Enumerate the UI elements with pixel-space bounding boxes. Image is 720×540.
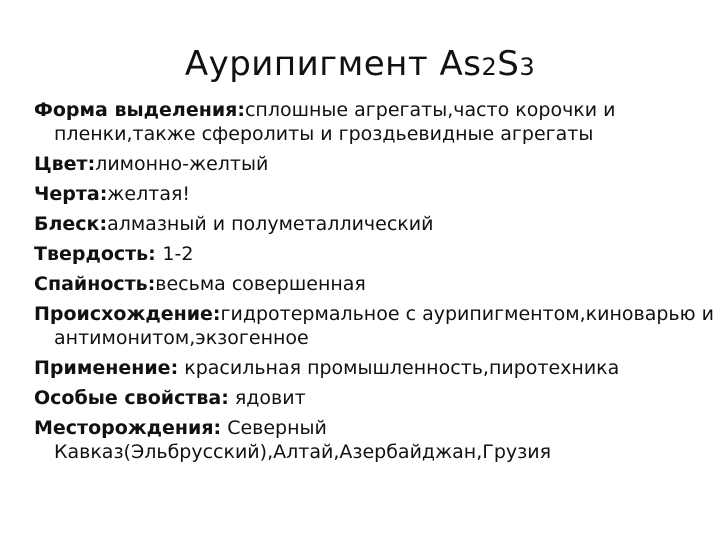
property-deposits — [34, 416, 714, 464]
property-hardness — [34, 242, 714, 266]
property-cleavage — [34, 272, 714, 296]
property-color — [34, 152, 714, 176]
title-main-text: Аурипигмент As — [184, 44, 482, 84]
title-subscript-3: 3 — [519, 53, 536, 81]
property-key: Блеск — [34, 213, 100, 235]
property-key: Происхождение — [34, 303, 213, 325]
title-subscript-2: 2 — [481, 53, 498, 81]
property-key: Особые свойства: — [34, 387, 229, 409]
property-value: алмазный и полуметаллический — [107, 213, 434, 235]
property-special — [34, 386, 714, 410]
property-streak — [34, 182, 714, 206]
property-origin — [34, 302, 714, 350]
property-value: желтая! — [107, 183, 191, 205]
property-sep: : — [87, 153, 96, 175]
property-key: Твердость — [34, 243, 149, 265]
properties-list — [34, 98, 714, 470]
property-sep: : — [237, 99, 245, 121]
property-key: Цвет — [34, 153, 88, 175]
property-application — [34, 356, 714, 380]
property-key: Применение: — [34, 357, 179, 379]
property-form — [34, 98, 714, 146]
property-value: 1-2 — [162, 243, 194, 265]
property-key: Черта — [34, 183, 100, 205]
property-value: красильная промышленность,пиротехника — [184, 357, 620, 379]
property-value: гидротермальное с аурипигментом,киноварью и антимонитом,экзогенное — [54, 303, 714, 349]
property-sep: : — [99, 213, 108, 235]
property-value: сплошные агрегаты,часто корочки и пленки,также сферолиты и гроздьевидные агрегаты — [54, 99, 616, 145]
property-key: Форма выделения — [34, 99, 238, 121]
property-value: весьма совершенная — [155, 273, 366, 295]
property-key: Спайность — [34, 273, 148, 295]
property-key: Месторождения: — [34, 417, 222, 439]
title-mid-text: S — [497, 44, 520, 84]
property-sep: : — [212, 303, 221, 325]
property-value: Северный Кавказ(Эльбрусский),Алтай,Азербайджан,Грузия — [54, 417, 552, 463]
property-sep: : — [147, 273, 156, 295]
property-luster — [34, 212, 714, 236]
property-value: лимонно-желтый — [95, 153, 269, 175]
property-value: ядовит — [234, 387, 306, 409]
property-sep: : — [148, 243, 163, 265]
property-sep: : — [99, 183, 108, 205]
slide-title — [0, 44, 720, 84]
